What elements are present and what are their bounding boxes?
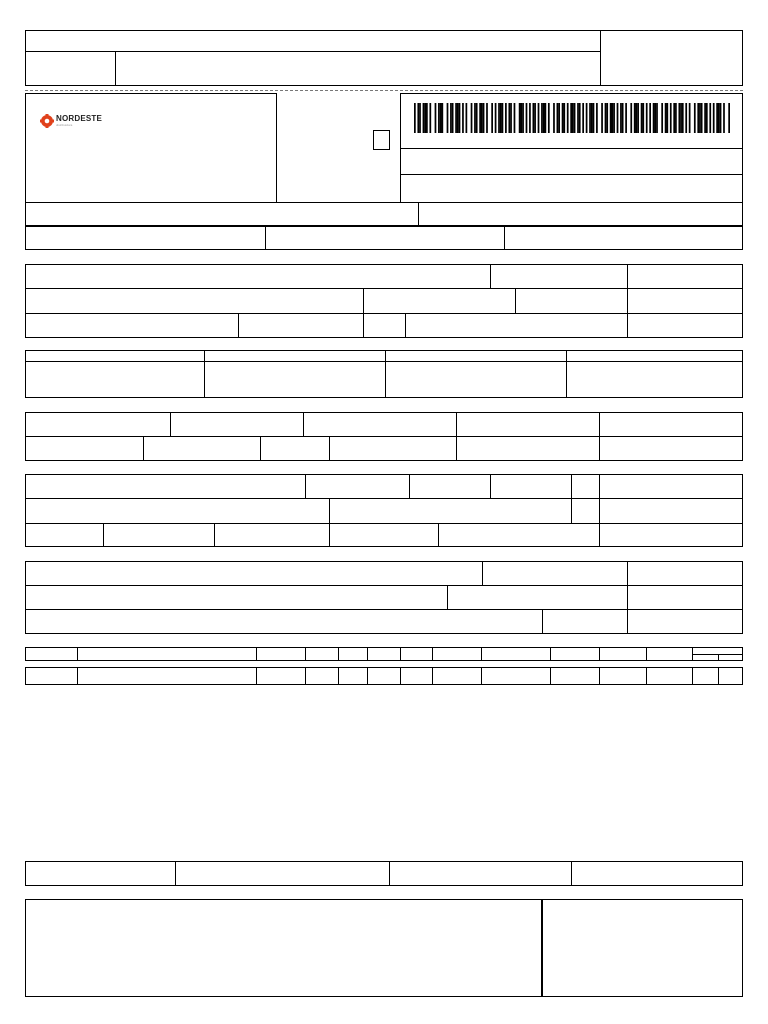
transport-divider <box>490 474 491 498</box>
recipient-box <box>25 264 743 338</box>
products-column-divider <box>305 667 306 685</box>
company-logo-name: NORDESTE <box>56 114 103 123</box>
operation-divider <box>418 202 419 226</box>
barcode-bar <box>455 103 457 133</box>
products-column-divider <box>338 647 339 661</box>
barcode-bar <box>543 103 545 133</box>
company-logo <box>40 114 102 128</box>
barcode-bar <box>665 103 667 133</box>
barcode-bar <box>533 103 535 133</box>
recipient-divider <box>25 288 743 289</box>
cut-line <box>25 90 743 91</box>
barcode-bar <box>440 103 442 133</box>
barcode-bar <box>548 103 550 133</box>
operation-row <box>25 202 743 226</box>
barcode-bar <box>656 103 658 133</box>
products-column-divider <box>646 667 647 685</box>
transport-divider <box>25 523 743 524</box>
state-registration-divider <box>265 226 266 250</box>
barcode-bar <box>670 103 672 133</box>
barcode-bar <box>514 103 516 133</box>
barcode-bar <box>429 103 431 133</box>
products-column-divider <box>77 667 78 685</box>
products-column-divider <box>338 667 339 685</box>
additional-info-header <box>25 861 743 886</box>
barcode-bar <box>491 103 493 133</box>
barcode-bar <box>502 103 504 133</box>
additional-info-divider <box>541 899 543 997</box>
products-column-divider <box>367 667 368 685</box>
barcode-bar <box>500 103 502 133</box>
barcode-bar <box>562 103 564 133</box>
barcode-bar <box>441 103 443 133</box>
products-column-divider <box>400 667 401 685</box>
barcode-bar <box>697 103 699 133</box>
invoice-divider <box>204 350 205 398</box>
tax-divider <box>599 412 600 461</box>
barcode-bar <box>457 103 459 133</box>
barcode-bar <box>680 103 682 133</box>
barcode-bar <box>582 103 584 133</box>
barcode-bar <box>424 103 426 133</box>
company-logo-icon <box>40 114 54 128</box>
products-column-divider <box>256 647 257 661</box>
barcode-bar <box>557 103 559 133</box>
emitter-box <box>25 93 277 203</box>
service-divider <box>447 585 448 609</box>
barcode-bar <box>641 103 643 133</box>
barcode-bar <box>699 103 701 133</box>
barcode-bar <box>661 103 663 133</box>
barcode-bar <box>417 103 419 133</box>
products-column-divider <box>305 647 306 661</box>
additional-info-divider <box>389 861 390 886</box>
barcode-bar <box>649 103 651 133</box>
barcode-bar <box>452 103 454 133</box>
barcode-bar <box>589 103 591 133</box>
barcode-bar <box>553 103 555 133</box>
barcode-bar <box>586 103 588 133</box>
products-column-divider <box>367 647 368 661</box>
barcode-bar <box>625 103 627 133</box>
additional-info-box <box>25 899 743 997</box>
tax-divider <box>303 412 304 436</box>
products-column-divider <box>481 647 482 661</box>
barcode-bar <box>459 103 461 133</box>
barcode-bar <box>447 103 449 133</box>
barcode-bar <box>574 103 576 133</box>
barcode-bar <box>646 103 648 133</box>
company-logo-tagline: distribuidora <box>56 123 73 127</box>
barcode-bar <box>634 103 636 133</box>
barcode-bar <box>694 103 696 133</box>
receipt-stub-divider <box>115 51 116 86</box>
barcode-bar <box>620 103 622 133</box>
barcode-bar <box>419 103 421 133</box>
barcode-bar <box>572 103 574 133</box>
barcode-bar <box>579 103 581 133</box>
barcode-bar <box>601 103 603 133</box>
service-divider <box>542 609 543 634</box>
additional-info-divider <box>175 861 176 886</box>
barcode-bar <box>612 103 614 133</box>
service-divider <box>25 609 743 610</box>
barcode-bar <box>435 103 437 133</box>
barcode-bar <box>678 103 680 133</box>
barcode-bar <box>682 103 684 133</box>
barcode-bar <box>610 103 612 133</box>
receipt-stub-divider <box>600 30 601 86</box>
barcode-bar <box>534 103 536 133</box>
products-column-divider <box>692 667 693 685</box>
transport-divider <box>571 474 572 523</box>
service-divider <box>627 561 628 634</box>
recipient-divider <box>25 313 743 314</box>
barcode-bar <box>701 103 703 133</box>
service-divider <box>482 561 483 585</box>
barcode-bar <box>529 103 531 133</box>
barcode-bar <box>706 103 708 133</box>
barcode-bar <box>450 103 452 133</box>
products-column-divider <box>432 647 433 661</box>
products-column-divider <box>481 667 482 685</box>
products-column-divider <box>718 667 719 685</box>
recipient-divider <box>627 264 628 338</box>
barcode-bar <box>481 103 483 133</box>
barcode-bar <box>630 103 632 133</box>
barcode-bar <box>466 103 468 133</box>
barcode-bar <box>570 103 572 133</box>
products-column-divider <box>646 647 647 661</box>
access-key-divider <box>400 174 743 175</box>
recipient-divider <box>363 313 364 338</box>
barcode-bar <box>622 103 624 133</box>
service-box <box>25 561 743 634</box>
barcode-bar <box>495 103 497 133</box>
state-registration-row <box>25 226 743 250</box>
barcode-bar <box>577 103 579 133</box>
barcode-bar <box>558 103 560 133</box>
barcode-bar <box>476 103 478 133</box>
tax-divider <box>260 436 261 461</box>
recipient-divider <box>405 313 406 338</box>
barcode-bar <box>508 103 510 133</box>
invoice-divider <box>25 361 743 362</box>
barcode-bar <box>636 103 638 133</box>
barcode-bar <box>567 103 569 133</box>
transport-divider <box>329 498 330 547</box>
barcode-bar <box>606 103 608 133</box>
service-divider <box>25 585 743 586</box>
barcode-bar <box>704 103 706 133</box>
barcode-bar <box>522 103 524 133</box>
barcode-bar <box>685 103 687 133</box>
barcode-bar <box>423 103 425 133</box>
transport-divider <box>25 498 743 499</box>
recipient-divider <box>490 264 491 288</box>
entry-exit-checkbox <box>373 130 390 150</box>
transport-box <box>25 474 743 547</box>
products-column-divider <box>77 647 78 661</box>
barcode-bar <box>642 103 644 133</box>
barcode-bar <box>426 103 428 133</box>
barcode-bar <box>486 103 488 133</box>
barcode-bar <box>637 103 639 133</box>
products-column-divider <box>550 647 551 661</box>
barcode-bar <box>510 103 512 133</box>
barcode-bar <box>545 103 547 133</box>
barcode-bar <box>596 103 598 133</box>
barcode-bar <box>526 103 528 133</box>
barcode-bar <box>520 103 522 133</box>
invoice-box <box>25 350 743 398</box>
barcode-bar <box>613 103 615 133</box>
barcode-bar <box>538 103 540 133</box>
transport-divider <box>599 474 600 547</box>
recipient-divider <box>515 288 516 313</box>
barcode-bar <box>519 103 521 133</box>
barcode-bar <box>605 103 607 133</box>
receipt-stub-divider <box>25 51 600 52</box>
barcode-bar <box>474 103 476 133</box>
tax-divider <box>456 412 457 461</box>
products-row <box>25 667 743 685</box>
tax-divider <box>143 436 144 461</box>
barcode <box>414 103 730 133</box>
tax-divider <box>25 436 743 437</box>
tax-divider <box>329 436 330 461</box>
access-key-divider <box>400 148 743 149</box>
barcode-bar <box>462 103 464 133</box>
state-registration-divider <box>504 226 505 250</box>
transport-divider <box>103 523 104 547</box>
barcode-bar <box>617 103 619 133</box>
additional-info-divider <box>571 861 572 886</box>
barcode-bar <box>723 103 725 133</box>
barcode-bar <box>728 103 730 133</box>
barcode-bar <box>666 103 668 133</box>
barcode-bar <box>675 103 677 133</box>
transport-divider <box>438 523 439 547</box>
products-column-divider <box>256 667 257 685</box>
barcode-bar <box>471 103 473 133</box>
barcode-bar <box>653 103 655 133</box>
products-column-divider <box>692 647 693 661</box>
barcode-bar <box>673 103 675 133</box>
products-column-divider <box>432 667 433 685</box>
products-column-divider <box>718 654 719 661</box>
barcode-bar <box>479 103 481 133</box>
recipient-divider <box>238 313 239 338</box>
transport-divider <box>214 523 215 547</box>
products-column-divider <box>400 647 401 661</box>
barcode-bar <box>713 103 715 133</box>
receipt-stub <box>25 30 743 86</box>
invoice-divider <box>385 350 386 398</box>
products-column-divider <box>599 647 600 661</box>
transport-divider <box>409 474 410 498</box>
products-column-divider <box>599 667 600 685</box>
recipient-divider <box>363 288 364 313</box>
barcode-bar <box>563 103 565 133</box>
barcode-bar <box>591 103 593 133</box>
barcode-bar <box>541 103 543 133</box>
barcode-bar <box>689 103 691 133</box>
barcode-bar <box>718 103 720 133</box>
barcode-bar <box>438 103 440 133</box>
barcode-bar <box>716 103 718 133</box>
products-header <box>25 647 743 661</box>
invoice-divider <box>566 350 567 398</box>
barcode-bar <box>498 103 500 133</box>
barcode-bar <box>414 103 416 133</box>
transport-divider <box>305 474 306 498</box>
barcode-bar <box>709 103 711 133</box>
products-column-divider <box>550 667 551 685</box>
barcode-bar <box>720 103 722 133</box>
barcode-bar <box>483 103 485 133</box>
tax-divider <box>170 412 171 436</box>
barcode-bar <box>505 103 507 133</box>
barcode-bar <box>654 103 656 133</box>
barcode-bar <box>593 103 595 133</box>
